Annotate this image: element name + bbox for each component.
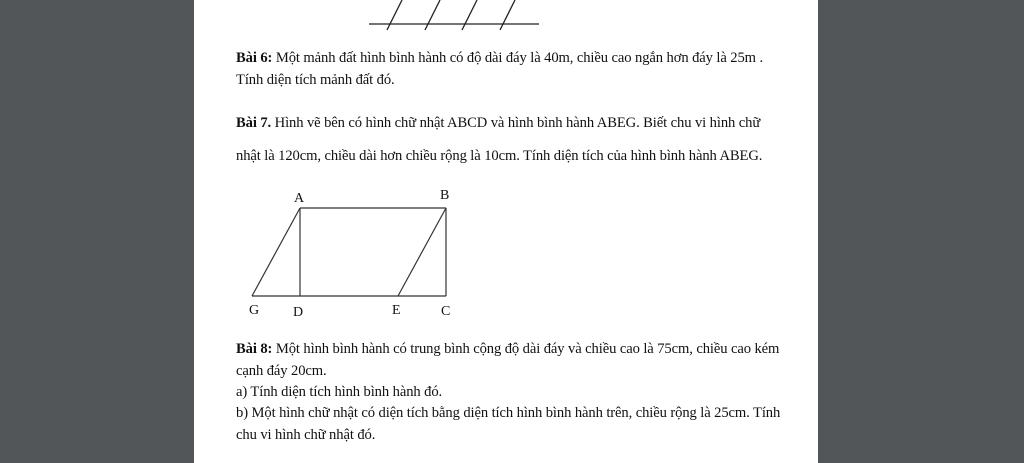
hatched-ground-line: [369, 0, 539, 30]
label-B: B: [440, 188, 450, 203]
bai6-label: Bài 6:: [236, 50, 273, 66]
bai8-line2: cạnh đáy 20cm.: [236, 363, 327, 379]
label-A: A: [294, 191, 305, 206]
bai6-line2: Tính diện tích mảnh đất đó.: [236, 72, 395, 88]
bai6-line1: [236, 50, 763, 67]
label-E: E: [392, 303, 401, 318]
label-G: G: [249, 303, 260, 318]
document-page: [194, 0, 818, 463]
bai7-text1: Hình vẽ bên có hình chữ nhật ABCD và hình bình hành ABEG. Biết chu vi hình chữ: [271, 115, 761, 131]
rectangle-parallelogram-figure: [252, 208, 446, 296]
bai8-line3: a) Tính diện tích hình bình hành đó.: [236, 384, 443, 400]
label-D: D: [293, 305, 304, 320]
segment-BE: [398, 208, 446, 296]
bai8-line1: [236, 341, 779, 358]
bai6-text1: Một mảnh đất hình bình hành có độ dài đáy là 40m, chiều cao ngắn hơn đáy là 25m .: [272, 50, 764, 66]
bai8-text1: Một hình bình hành có trung bình cộng độ dài đáy và chiều cao là 75cm, chiều cao kém: [272, 341, 780, 357]
bai7-line2: nhật là 120cm, chiều dài hơn chiều rộng là 10cm. Tính diện tích của hình bình hành ABEG.: [236, 148, 763, 164]
bai7-line1: [236, 115, 760, 132]
label-C: C: [441, 304, 451, 319]
bai8-line4: b) Một hình chữ nhật có diện tích bằng diện tích hình bình hành trên, chiều rộng là 25cm. Tính: [236, 405, 781, 421]
bai8-line5: chu vi hình chữ nhật đó.: [236, 427, 376, 443]
segment-AG: [252, 208, 300, 296]
bai8-label: Bài 8:: [236, 341, 273, 357]
bai7-label: Bài 7.: [236, 115, 272, 131]
